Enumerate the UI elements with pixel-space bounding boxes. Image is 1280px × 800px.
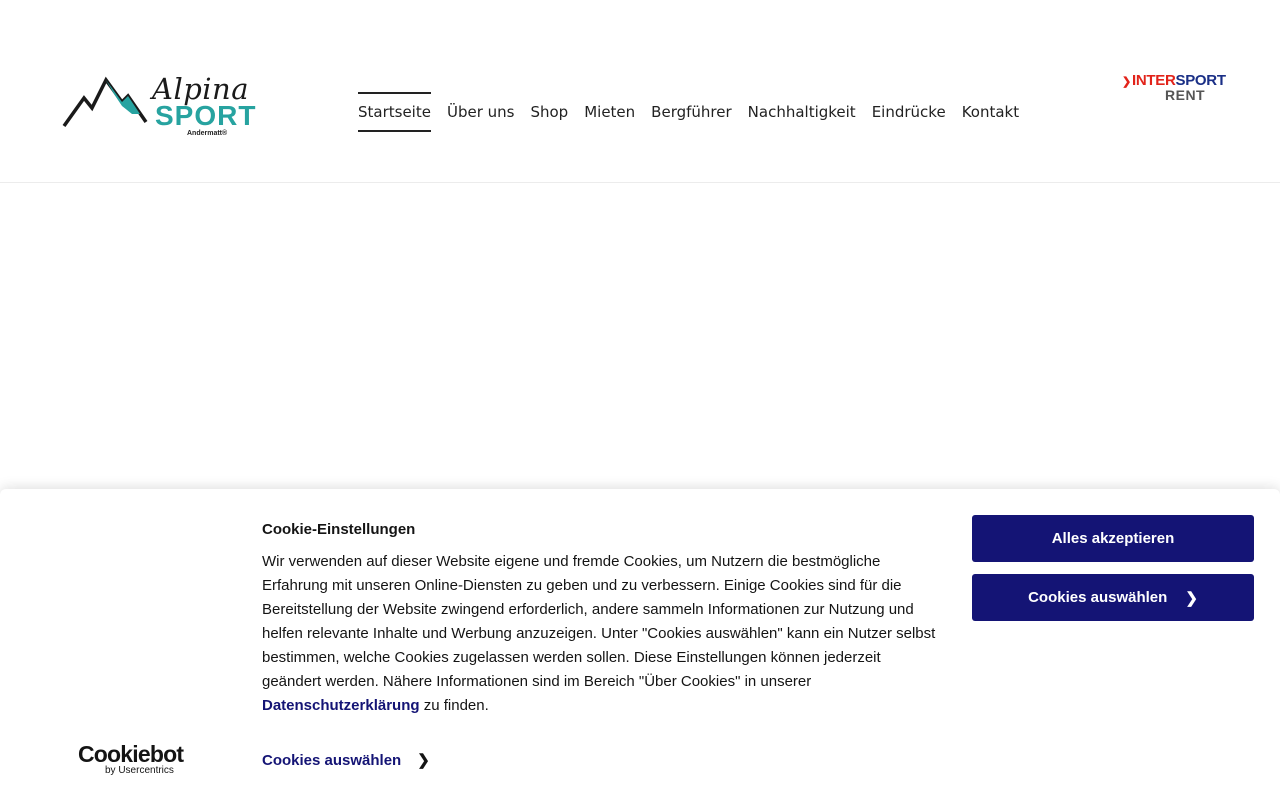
cookiebot-logo[interactable]: [78, 741, 188, 778]
cookie-banner: [0, 489, 1280, 800]
chevron-right-icon: ❯: [417, 752, 430, 769]
intersport-brand-inter: INTER: [1132, 72, 1176, 89]
privacy-policy-link[interactable]: Datenschutzerklärung: [262, 697, 420, 714]
cookie-text-end: zu finden.: [419, 697, 489, 714]
nav-item-kontakt[interactable]: Kontakt: [961, 103, 1020, 121]
intersport-rent-logo[interactable]: [1120, 72, 1245, 106]
cookiebot-subtitle: by Usercentrics: [105, 765, 174, 776]
nav-item-shop[interactable]: Shop: [530, 103, 569, 121]
select-cookies-link-label: Cookies auswählen: [262, 751, 402, 769]
nav-item-nachhaltigkeit[interactable]: Nachhaltigkeit: [747, 103, 856, 121]
nav-item-startseite[interactable]: Startseite: [358, 92, 431, 132]
logo-text-town: Andermatt®: [187, 130, 228, 137]
chevron-right-icon: ❯: [1185, 589, 1198, 607]
nav-item-ueber-uns[interactable]: Über uns: [446, 103, 515, 121]
cookie-banner-text: [262, 550, 942, 718]
nav-item-eindruecke[interactable]: Eindrücke: [871, 103, 946, 121]
intersport-chevron-icon: ❯: [1122, 76, 1132, 88]
logo-text-sport: SPORT: [155, 100, 257, 131]
select-cookies-link[interactable]: [262, 751, 430, 769]
mountain-logo-icon: [62, 76, 162, 131]
select-cookies-button[interactable]: [972, 574, 1254, 621]
site-header: [0, 0, 1280, 183]
main-nav: [358, 92, 1035, 132]
nav-item-bergfuehrer[interactable]: Bergführer: [651, 103, 732, 121]
logo-text-alpina: Alpina: [152, 72, 250, 106]
cookie-text-main: Wir verwenden auf dieser Website eigene und fremde Cookies, um Nutzern die bestmögliche Erfahrung mit unseren Online-Diensten zu geben und zu verbessern. Einige Cookies sind für die Bereitstellung der Website zwingend erforderlich, andere sammeln Informationen zur Nutzung und helfen relevante Inhalte und Werbung anzuzeigen. Unter "Cookies auswählen" kann ein Nutzer selbst bestimmen, welche Cookies zugelassen werden sollen. Diese Einstellungen können jederzeit geändert werden. Nähere Informationen sind im Bereich "Über Cookies" in unserer: [262, 553, 936, 690]
intersport-brand-sport: SPORT: [1175, 72, 1226, 89]
intersport-rent-text: RENT: [1165, 87, 1206, 103]
cookie-banner-title: Cookie-Einstellungen: [262, 521, 416, 538]
accept-all-button[interactable]: Alles akzeptieren: [972, 515, 1254, 562]
nav-item-mieten[interactable]: Mieten: [584, 103, 636, 121]
alpina-sport-logo[interactable]: [62, 72, 262, 144]
cookiebot-wordmark: Cookiebot: [78, 741, 184, 767]
select-cookies-button-label: Cookies auswählen: [1028, 589, 1168, 606]
